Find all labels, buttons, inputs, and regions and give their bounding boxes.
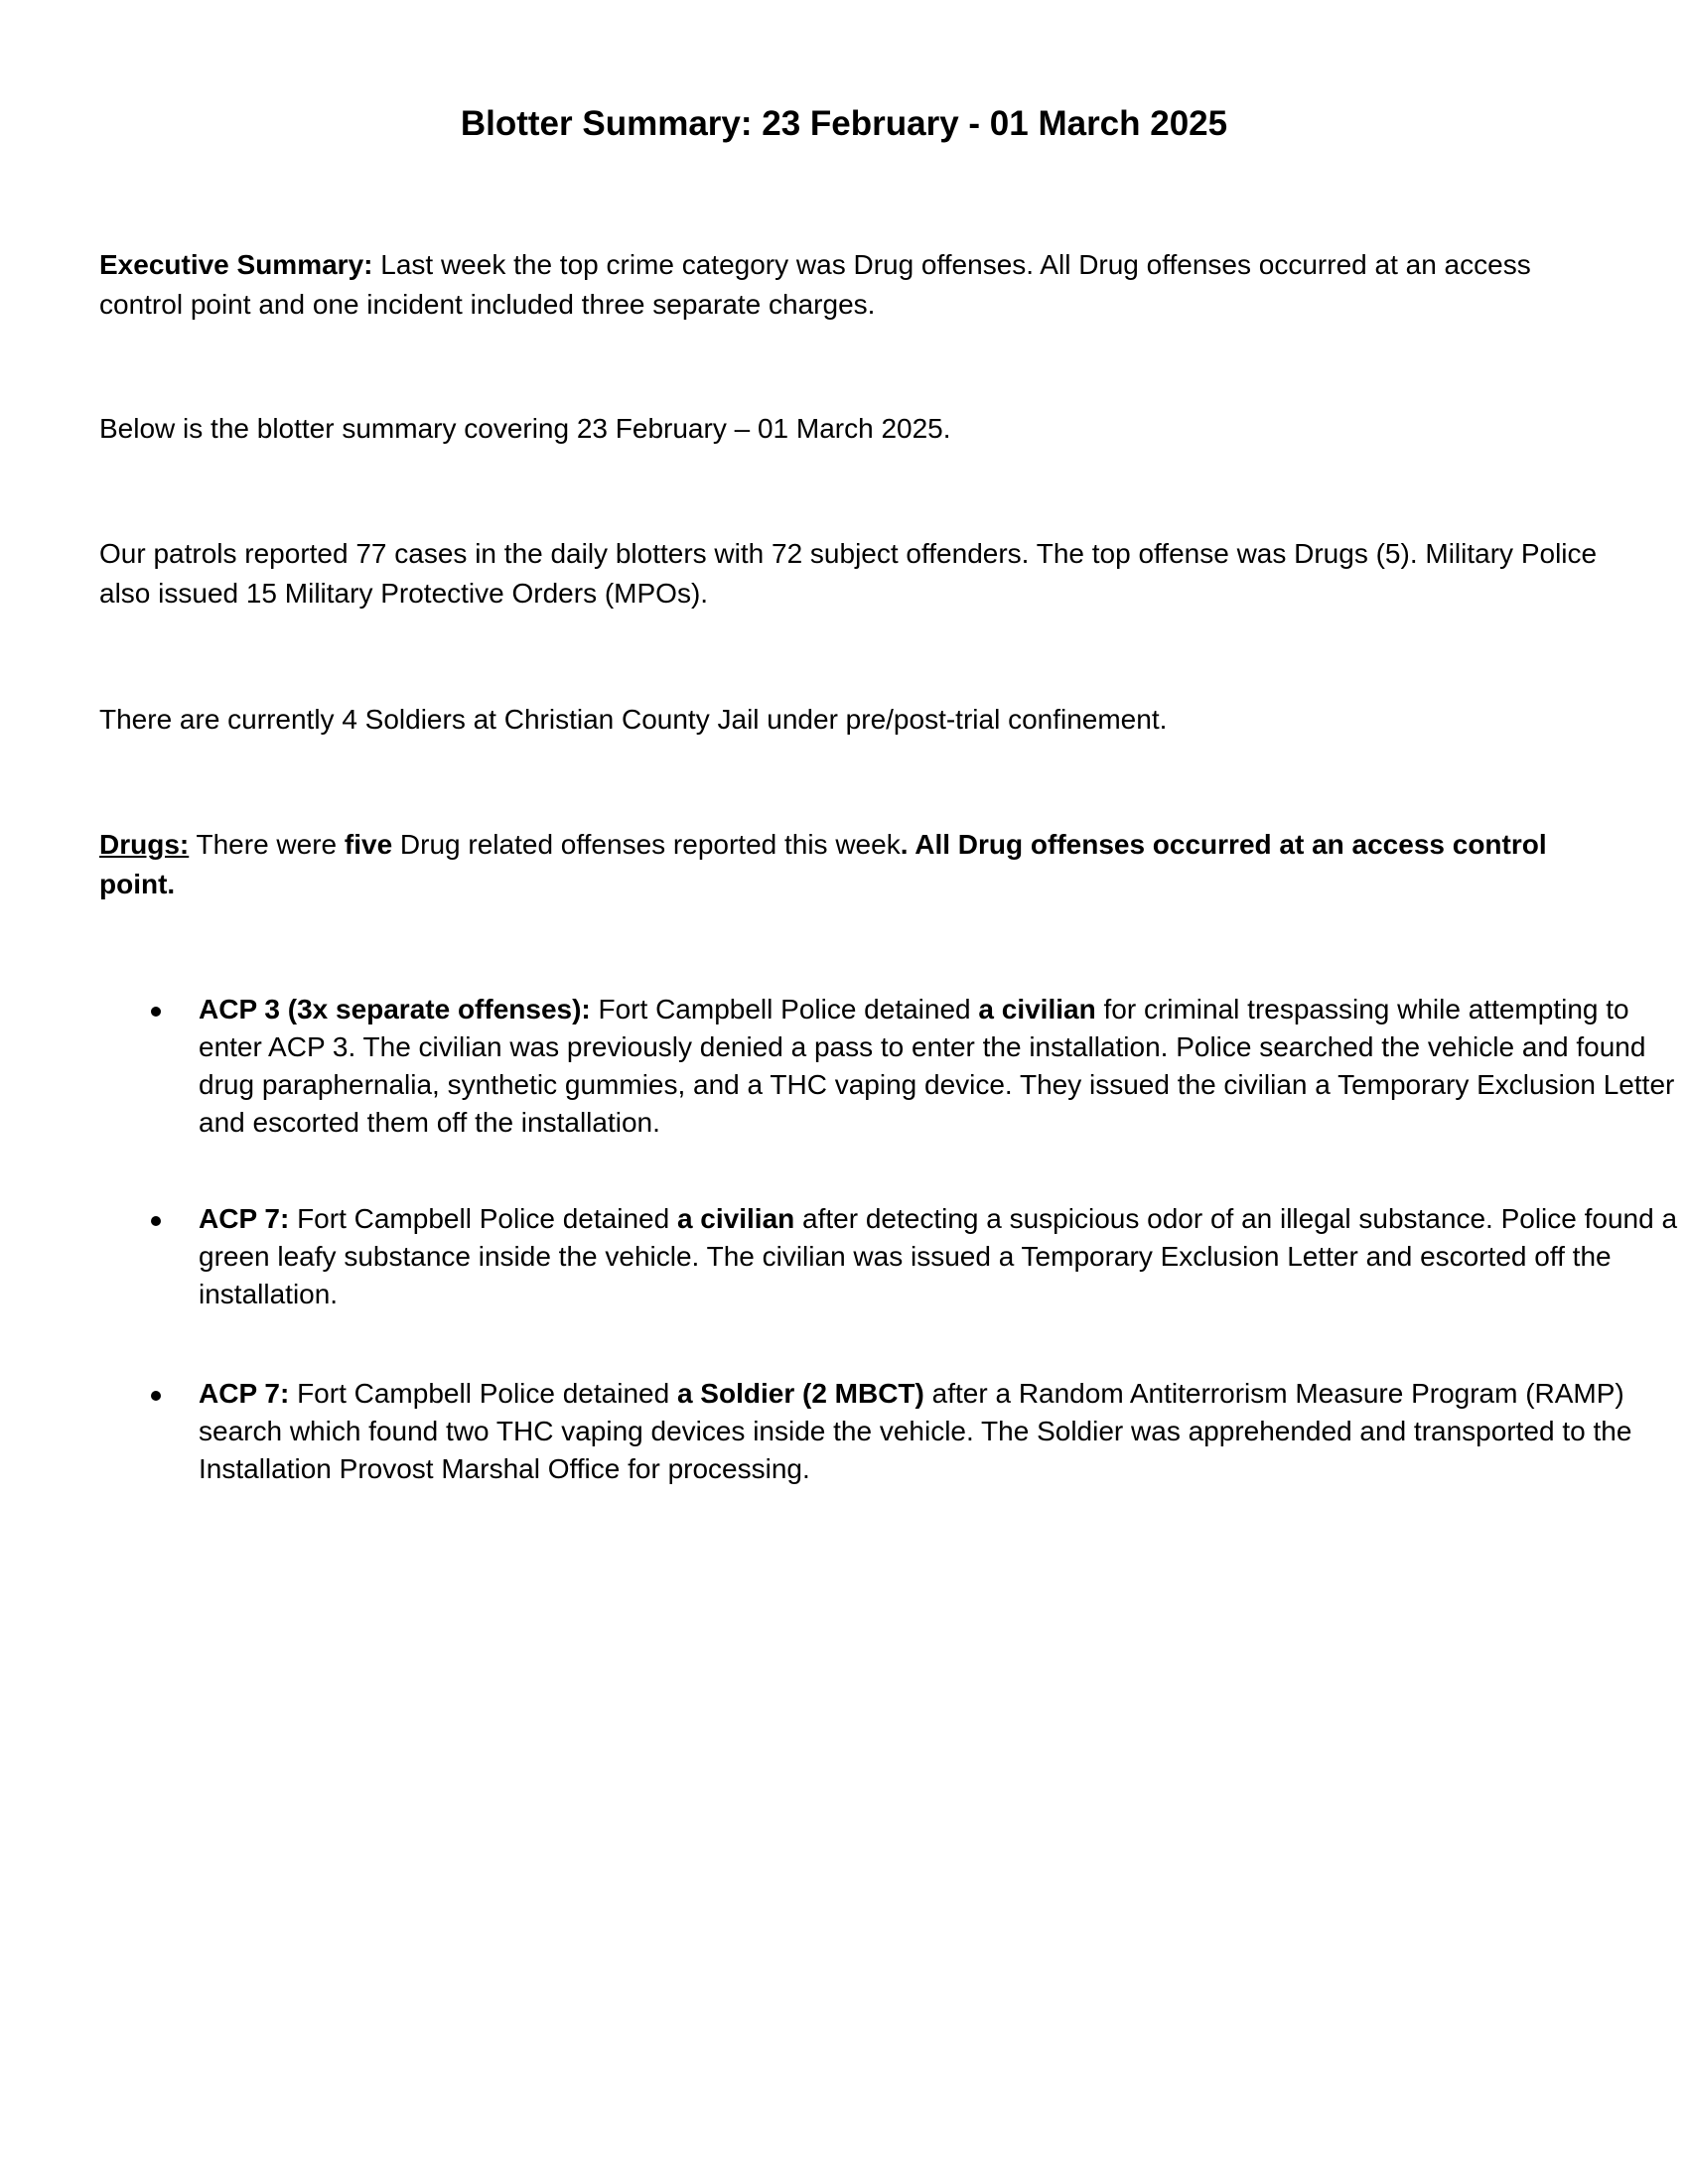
incident-text [199, 1200, 1688, 1313]
executive-summary-paragraph [99, 245, 1609, 325]
incident-label: ACP 3 (3x separate offenses): [199, 994, 591, 1024]
drugs-emphasis: . All Drug offenses occurred at an access control point. [99, 829, 1547, 899]
bullet-icon [151, 1391, 161, 1401]
incident-subject: a civilian [676, 1203, 795, 1234]
executive-summary-text: Last week the top crime category was Drug offenses. All Drug offenses occurred at an access control point and one incident included three separate charges. [99, 249, 1531, 320]
incident-text-1: Fort Campbell Police detained [590, 994, 979, 1024]
incident-subject: a civilian [978, 994, 1096, 1024]
incident-text [199, 991, 1688, 1142]
incident-text [199, 1375, 1688, 1488]
drugs-text-2: Drug related offenses reported this week [392, 829, 901, 860]
drugs-count: five [344, 829, 393, 860]
drugs-text-1: There were [189, 829, 345, 860]
incident-text-2: for criminal trespassing while attempting to enter ACP 3. The civilian was previously denied a pass to enter the installation. Police searched the vehicle and found drug paraphernalia, synthetic gummies, and a THC vaping device. They issued the civilian a Temporary Exclusion Letter and escorted them off the installation. [199, 994, 1675, 1138]
page-title: Blotter Summary: 23 February - 01 March 2025 [460, 104, 1228, 143]
executive-summary-label: Executive Summary: [99, 249, 373, 280]
patrols-paragraph: Our patrols reported 77 cases in the daily blotters with 72 subject offenders. The top offense was Drugs (5). Military Police also issued 15 Military Protective Orders (MPOs). [99, 538, 1598, 609]
bullet-icon [151, 1007, 161, 1017]
jail-paragraph: There are currently 4 Soldiers at Christian County Jail under pre/post-trial confinement. [99, 704, 1168, 735]
incident-text-1: Fort Campbell Police detained [289, 1203, 677, 1234]
incident-subject: a Soldier (2 MBCT) [676, 1378, 924, 1409]
incident-label: ACP 7: [199, 1378, 290, 1409]
drugs-paragraph [99, 825, 1609, 904]
bullet-icon [151, 1216, 161, 1226]
incident-text-1: Fort Campbell Police detained [289, 1378, 677, 1409]
incident-text-2: after detecting a suspicious odor of an illegal substance. Police found a green leafy substance inside the vehicle. The civilian was issued a Temporary Exclusion Letter and escorted off the installation. [199, 1203, 1678, 1309]
drugs-label: Drugs: [99, 829, 190, 860]
incident-text-2: after a Random Antiterrorism Measure Program (RAMP) search which found two THC vaping devices inside the vehicle. The Soldier was apprehended and transported to the Installation Provost Marshal Office for processing. [199, 1378, 1632, 1484]
incident-label: ACP 7: [199, 1203, 290, 1234]
coverage-paragraph: Below is the blotter summary covering 23 February – 01 March 2025. [99, 413, 951, 444]
